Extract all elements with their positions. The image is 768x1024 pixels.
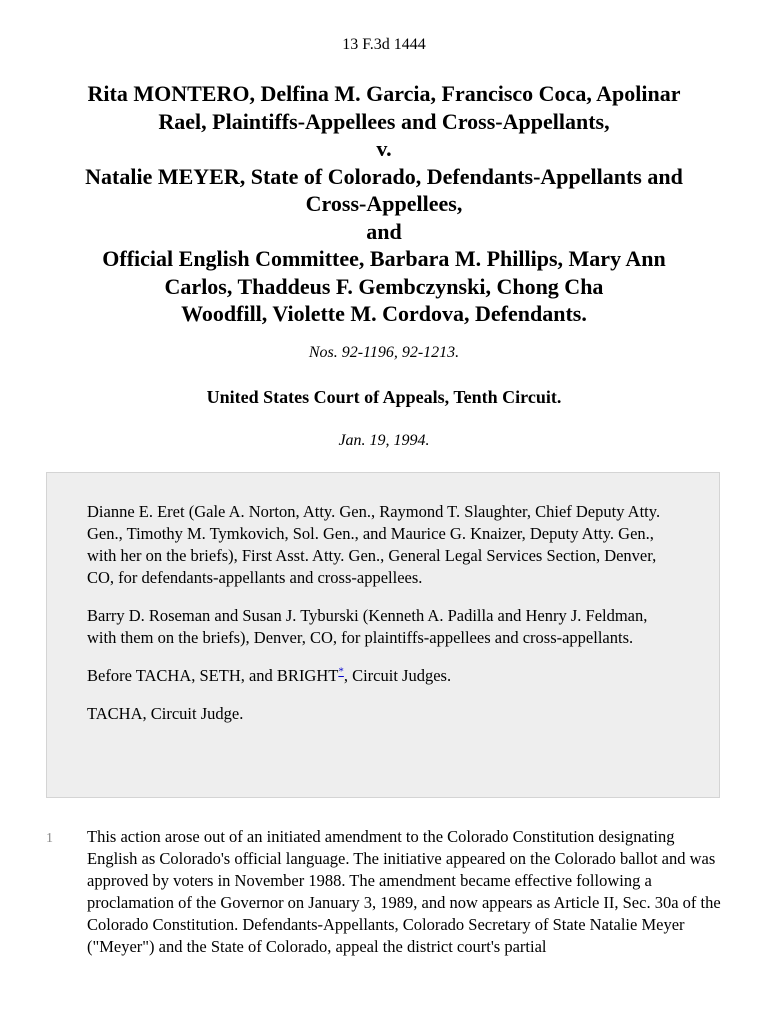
caption-line: Rita MONTERO, Delfina M. Garcia, Francisco Coca, Apolinar — [87, 81, 681, 106]
opinion-author: TACHA, Circuit Judge. — [87, 704, 244, 723]
panel-prefix: Before TACHA, SETH, and BRIGHT — [87, 666, 339, 685]
panel-judges — [87, 665, 679, 687]
case-caption — [40, 80, 728, 328]
counsel-plaintiffs: Barry D. Roseman and Susan J. Tyburski (Kenneth A. Padilla and Henry J. Feldman, with them on the briefs), Denver, CO, for plaintiffs-appellees and cross-appellants. — [87, 606, 648, 647]
caption-line: and — [366, 218, 402, 244]
paragraph-number: 1 — [46, 831, 53, 846]
caption-line: Rael, Plaintiffs-Appellees and Cross-Appellants, — [158, 108, 610, 134]
case-citation: 13 F.3d 1444 — [342, 36, 426, 53]
caption-line: Natalie MEYER, State of Colorado, Defendants-Appellants and — [85, 163, 683, 189]
paragraph-text: This action arose out of an initiated amendment to the Colorado Constitution designating English as Colorado's official language. The initiative appeared on the Colorado ballot and was approved by voters in November 1988. The amendment became effective following a proclamation of the Governor on January 3, 1989, and now appears as Article II, Sec. 30a of the Colorado Constitution. Defendants-Appellants, Colorado Secretary of State Natalie Meyer ("Meyer") and the State of Colorado, appeal the district court's partial — [87, 827, 721, 956]
counsel-defendants: Dianne E. Eret (Gale A. Norton, Atty. Gen., Raymond T. Slaughter, Chief Deputy Atty. Gen., Timothy M. Tymkovich, Sol. Gen., and Maurice G. Knaizer, Deputy Atty. Gen., with her on the briefs), First Asst. Atty. Gen., General Legal Services Section, Denver, CO, for defendants-appellants and cross-appellees. — [87, 502, 661, 587]
footnote-link[interactable]: * — [338, 665, 344, 678]
caption-line: v. — [376, 136, 392, 161]
counsel-box — [46, 472, 720, 798]
docket-numbers: Nos. 92-1196, 92-1213. — [308, 344, 460, 361]
caption-line: Woodfill, Violette M. Cordova, Defendants. — [181, 301, 587, 326]
caption-line: Cross-Appellees, — [305, 191, 463, 216]
court-name: United States Court of Appeals, Tenth Circuit. — [206, 387, 562, 407]
panel-suffix: , Circuit Judges. — [343, 666, 452, 685]
decision-date: Jan. 19, 1994. — [338, 432, 430, 449]
caption-line: Official English Committee, Barbara M. Phillips, Mary Ann — [102, 246, 666, 271]
caption-line: Carlos, Thaddeus F. Gembczynski, Chong Cha — [164, 273, 604, 299]
opinion-paragraph — [0, 826, 768, 958]
